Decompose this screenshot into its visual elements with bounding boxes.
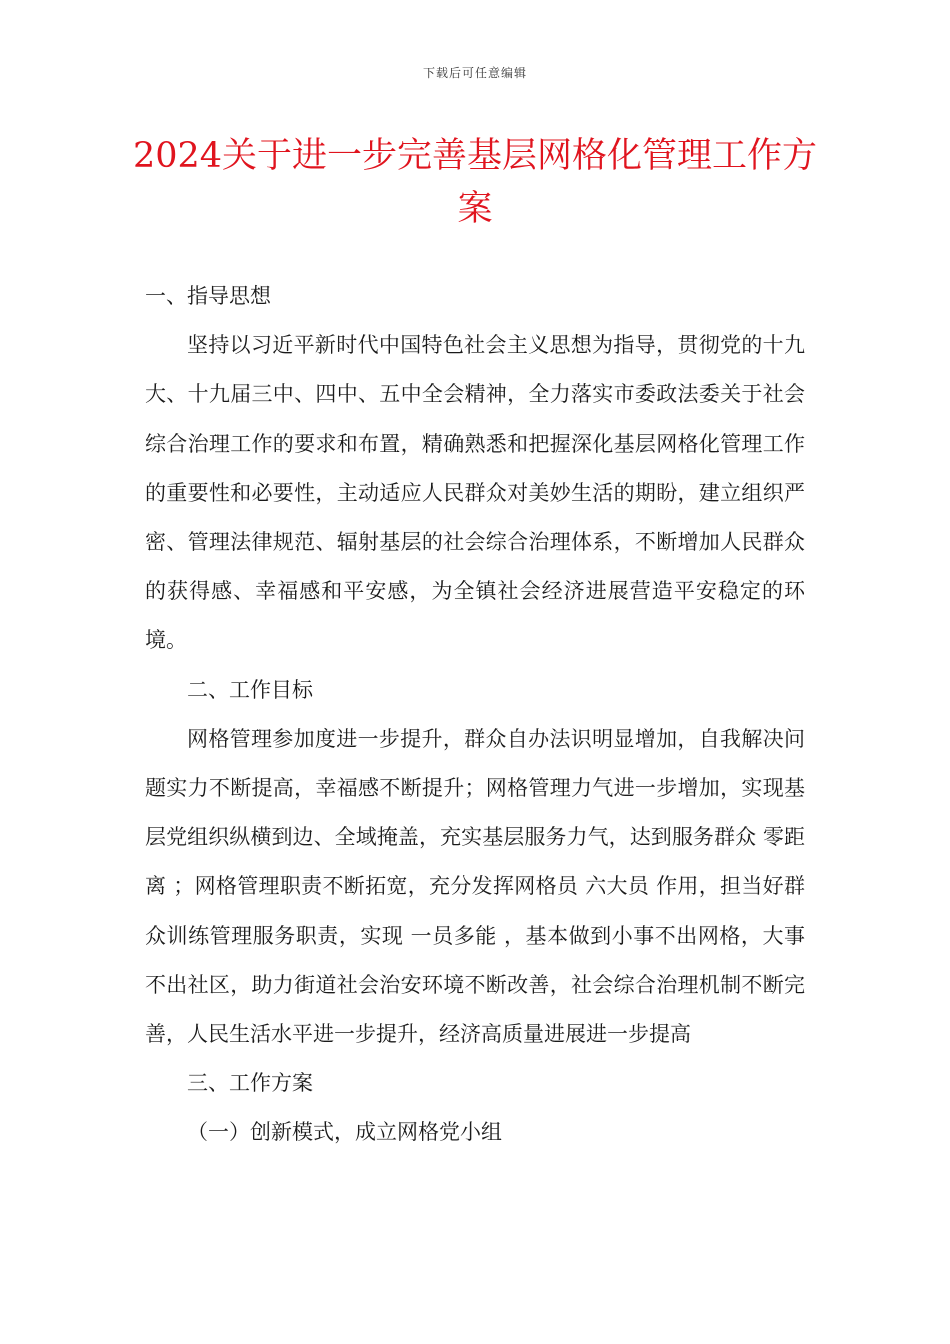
section-paragraph-1: 坚持以习近平新时代中国特色社会主义思想为指导，贯彻党的十九大、十九届三中、四中、五中全会精神，全力落实市委政法委关于社会综合治理工作的要求和布置，精确熟悉和把握深化基层网格化管理工作的重要性和必要性，主动适应人民群众对美妙生活的期盼，建立组织严密、管理法律规范、辐射基层的社会综合治理体系，不断增加人民群众的获得感、幸福感和平安感，为全镇社会经济进展营造平安稳定的环境。 (145, 333, 805, 653)
section-subheading-3-1: （一）创新模式，成立网格党小组 (187, 1120, 502, 1145)
section-heading-2: 二、工作目标 (187, 677, 313, 702)
document-title: 2024关于进一步完善基层网格化管理工作方案 (132, 136, 818, 229)
section-paragraph-2: 网格管理参加度进一步提升，群众自办法识明显增加，自我解决问题实力不断提高，幸福感不断提升；网格管理力气进一步增加，实现基层党组织纵横到边、全域掩盖，充实基层服务力气，达到服务群众 零距离 ；网格管理职责不断拓宽，充分发挥网格员 六大员 作用，担当好群众训练管理服务职责，实现 一员多能 ，基本做到小事不出网格，大事不出社区，助力街道社会治安环境不断改善，社会综合治理机制不断完善，人民生活水平进一步提升，经济高质量进展进一步提高 (145, 726, 805, 1047)
document-body (145, 272, 805, 1158)
section-heading-3: 三、工作方案 (187, 1071, 313, 1096)
header-note: 下载后可任意编辑 (422, 66, 527, 80)
section-heading-1: 一、指导思想 (145, 284, 271, 308)
